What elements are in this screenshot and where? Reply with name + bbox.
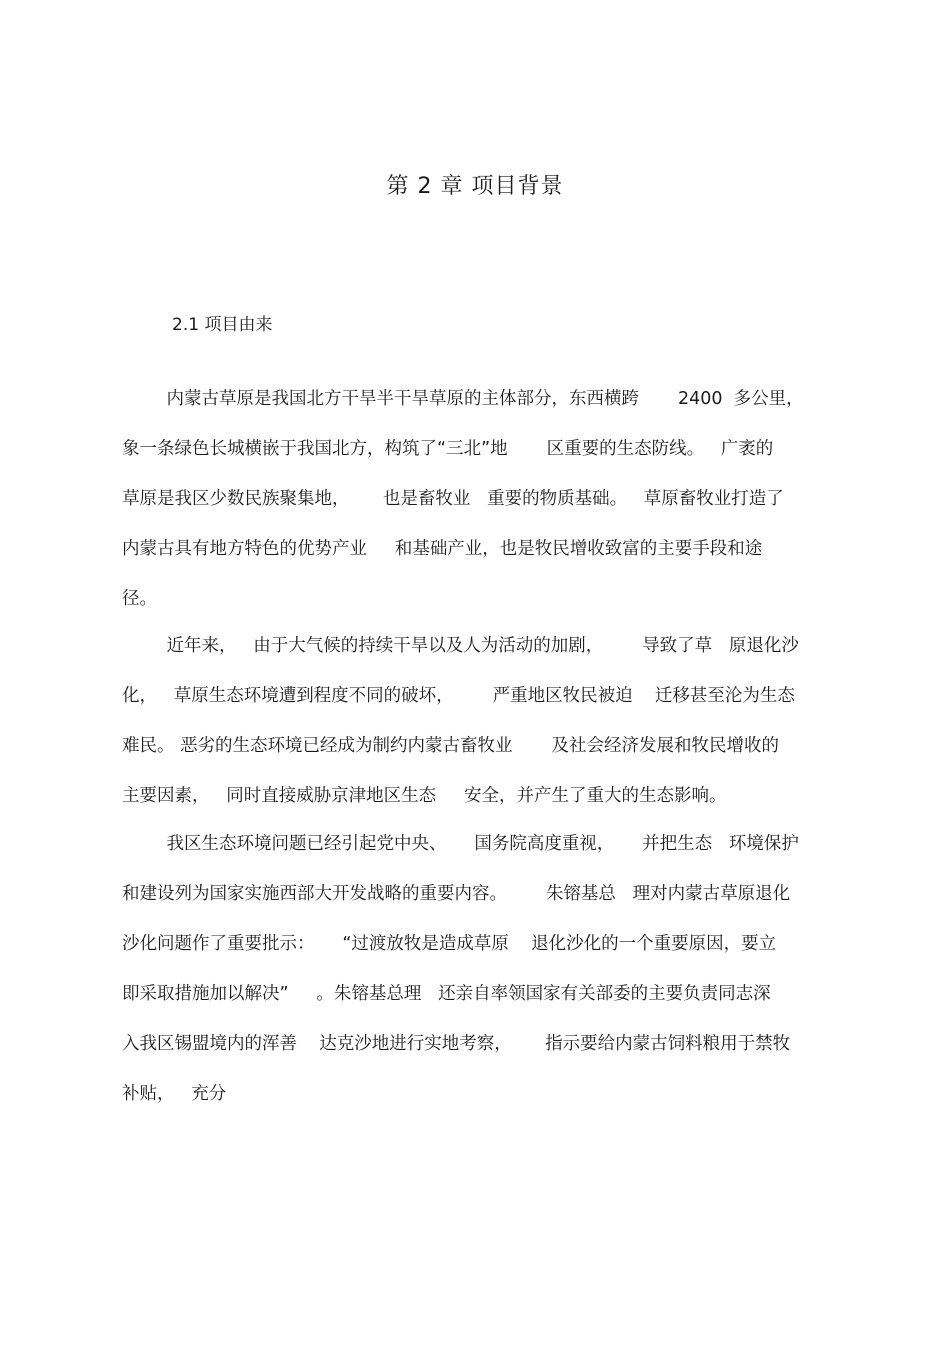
body-text-line: 补贴， 充分 [122, 1084, 227, 1104]
body-text-line: 化， 草原生态环境遭到程度不同的破坏， 严重地区牧民被迫 迁移甚至沦为生态 [122, 686, 795, 706]
body-text-line: 主要因素， 同时直接威胁京津地区生态 安全，并产生了重大的生态影响。 [122, 786, 727, 806]
body-text-line: 我区生态环境问题已经引起党中央、 国务院高度重视， 并把生态 环境保护 [122, 834, 799, 854]
body-text-line: 入我区锡盟境内的浑善 达克沙地进行实地考察， 指示要给内蒙古饲料粮用于禁牧 [122, 1034, 791, 1054]
body-text-line: 和建设列为国家实施西部大开发战略的重要内容。 朱镕基总 理对内蒙古草原退化 [122, 884, 791, 904]
body-text-line: 内蒙古草原是我国北方干旱半干旱草原的主体部分，东西横跨 2400 多公里， [122, 389, 804, 409]
section-heading: 2.1 项目由来 [172, 315, 273, 335]
body-text-line: 内蒙古具有地方特色的优势产业 和基础产业，也是牧民增收致富的主要手段和途 [122, 539, 763, 559]
body-text-line: 难民。 恶劣的生态环境已经成为制约内蒙古畜牧业 及社会经济发展和牧民增收的 [122, 736, 779, 756]
body-text-line: 沙化问题作了重要批示： “过渡放牧是造成草原 退化沙化的一个重要原因，要立 [122, 934, 777, 954]
body-text-line: 径。 [122, 589, 157, 609]
body-text-line: 象一条绿色长城横嵌于我国北方，构筑了“三北”地 区重要的生态防线。 广袤的 [122, 439, 774, 459]
body-text-line: 草原是我区少数民族聚集地， 也是畜牧业 重要的物质基础。 草原畜牧业打造了 [122, 489, 784, 509]
body-text-line: 即采取措施加以解决” 。朱镕基总理 还亲自率领国家有关部委的主要负责同志深 [122, 984, 771, 1004]
body-text-line: 近年来， 由于大气候的持续干旱以及人为活动的加剧， 导致了草 原退化沙 [122, 636, 799, 656]
chapter-title: 第 2 章 项目背景 [386, 174, 564, 199]
